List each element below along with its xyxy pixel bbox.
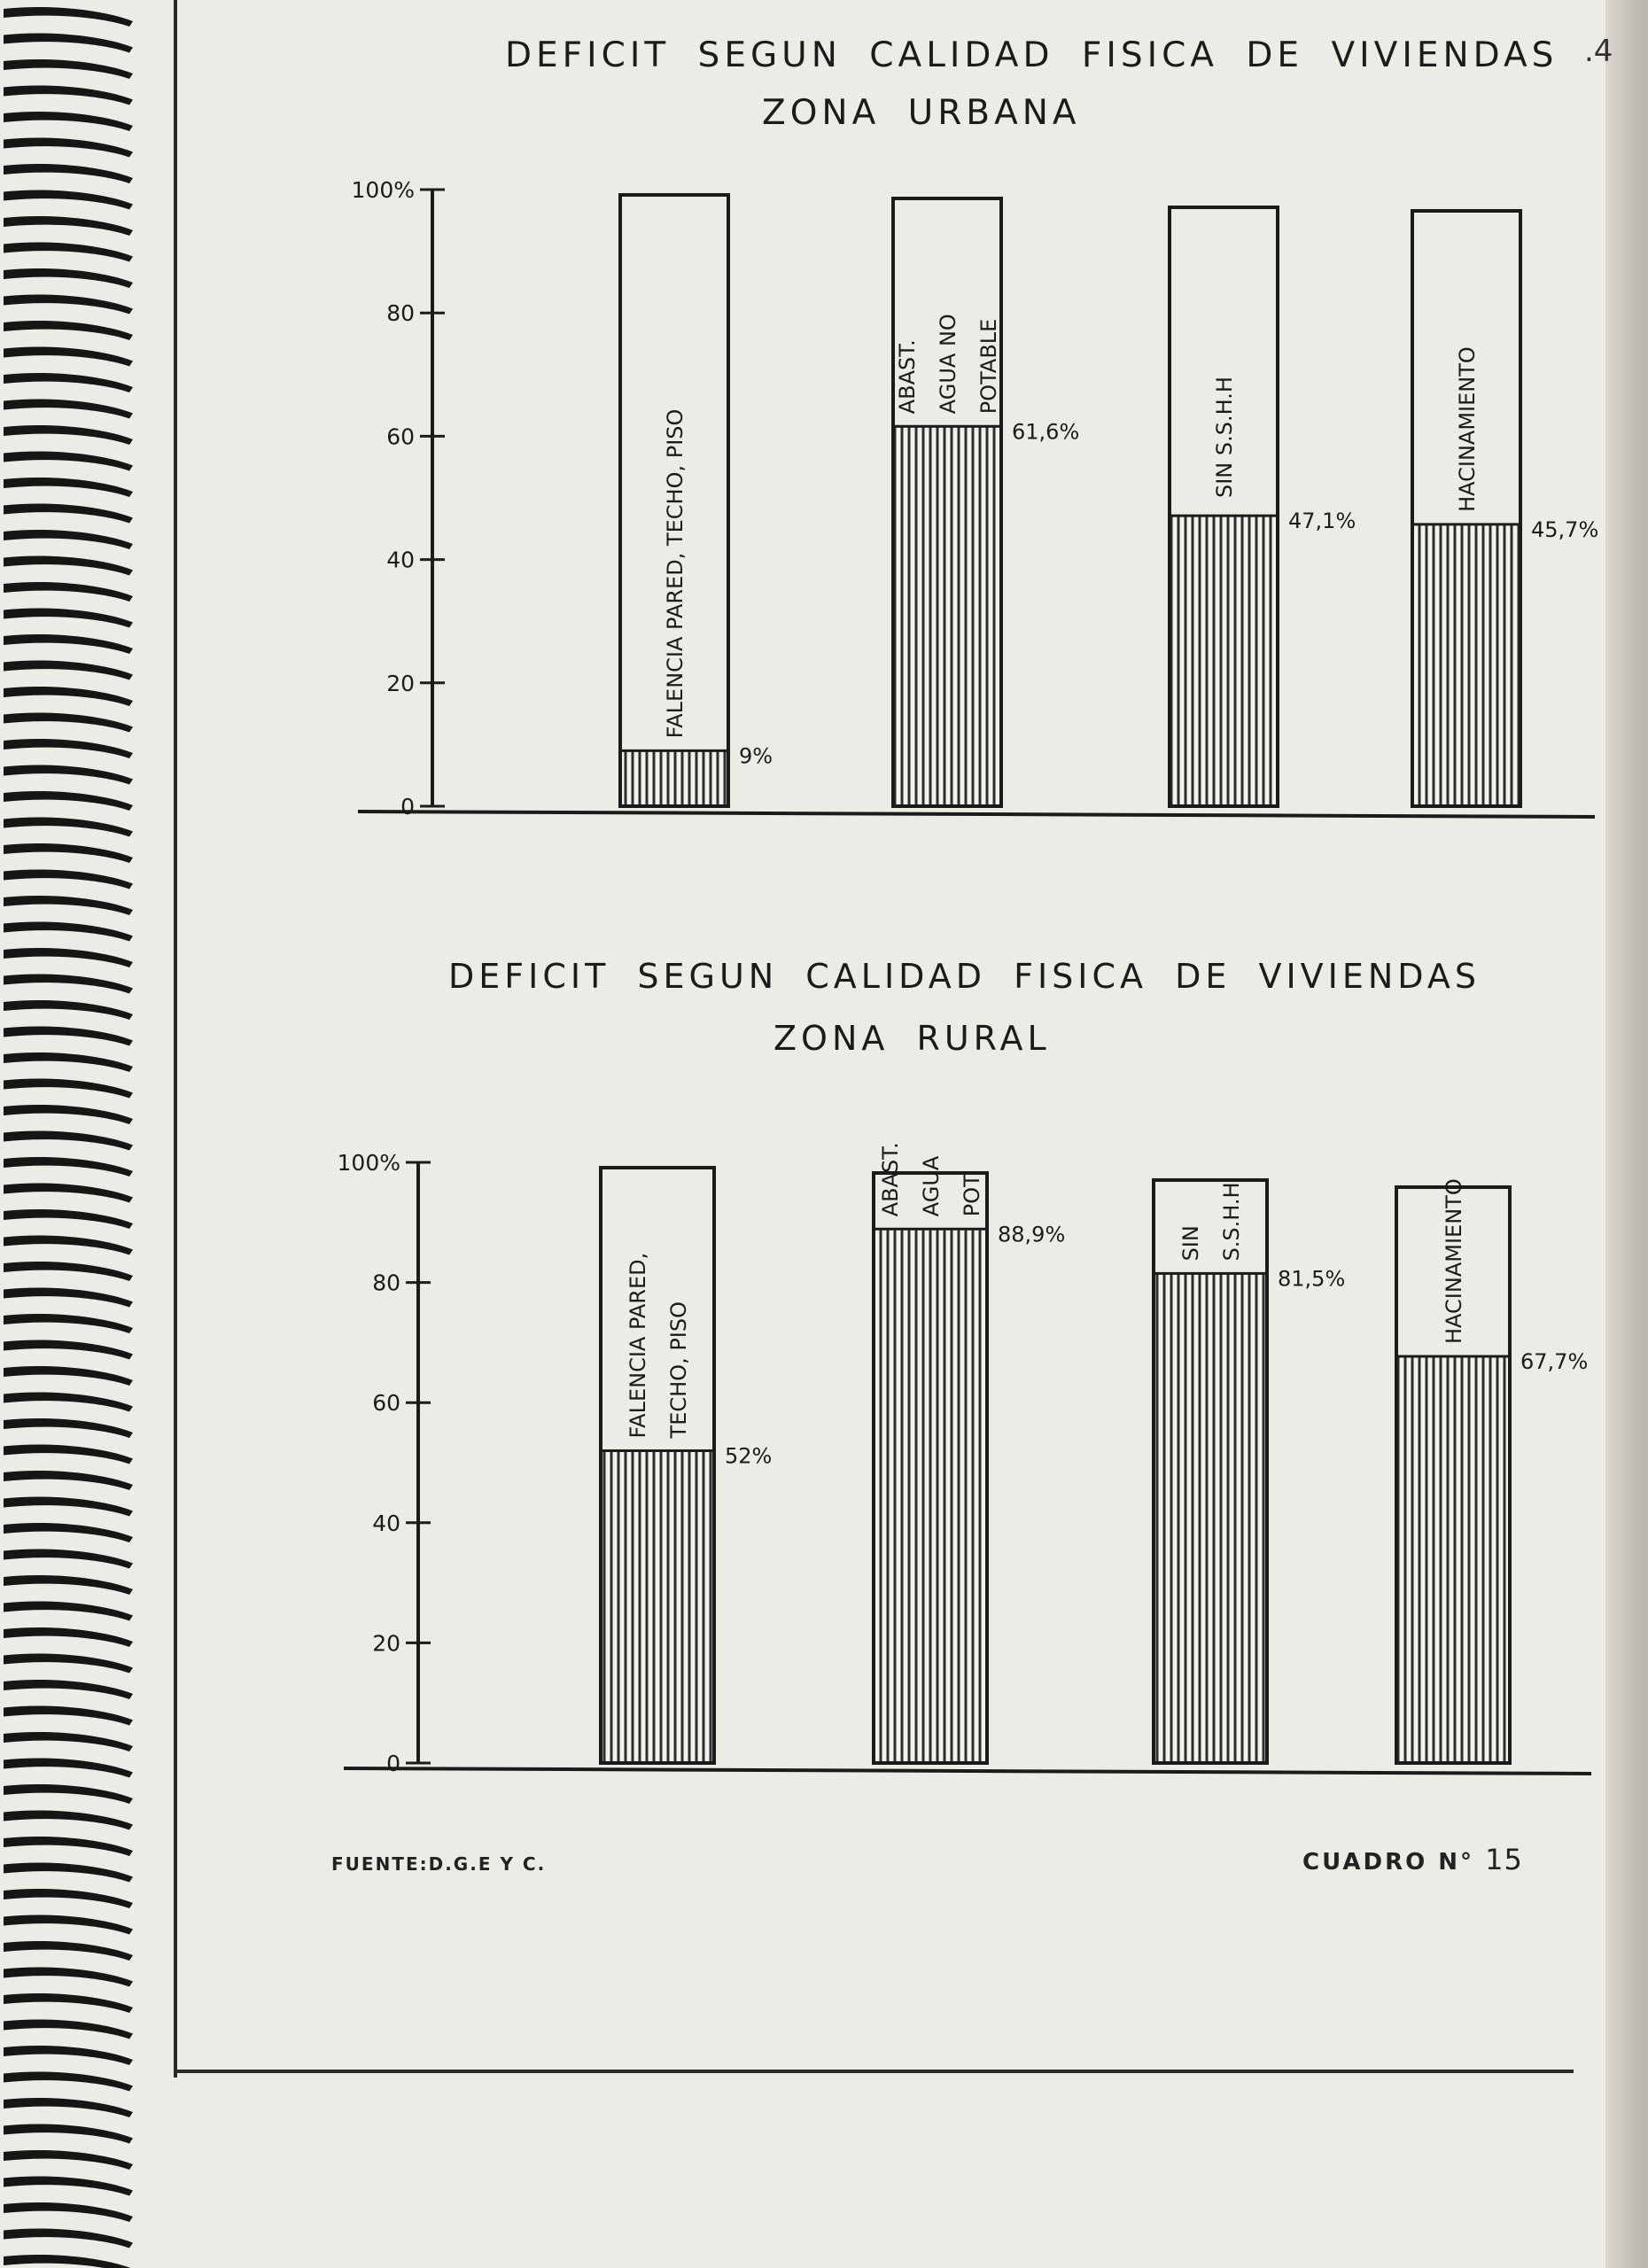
spiral-coil-36: [4, 948, 133, 967]
spiral-coil-2: [4, 59, 133, 79]
spiral-coil-34: [4, 896, 133, 915]
spiral-coil-33: [4, 869, 133, 889]
spiral-coil-41: [4, 1078, 133, 1098]
chart1-y-tick-label: 0: [386, 1751, 400, 1776]
spiral-coil-81: [4, 2124, 133, 2143]
chart0-bar-fill: [1170, 516, 1278, 806]
spiral-coil-72: [4, 1889, 133, 1908]
spiral-coil-76: [4, 1993, 133, 2013]
chart0-y-tick-label: 80: [386, 300, 415, 327]
urban-bar-chart: [0, 151, 1648, 859]
chart1-value-label: 81,5%: [1278, 1266, 1346, 1292]
urban-chart-subtitle: ZONA URBANA: [762, 93, 1081, 133]
spiral-coil-84: [4, 2202, 133, 2222]
chart0-y-tick-label: 20: [386, 670, 415, 696]
spiral-coil-38: [4, 1000, 133, 1020]
spiral-coil-42: [4, 1105, 133, 1124]
spiral-coil-70: [4, 1837, 133, 1856]
rural-chart-subtitle: ZONA RURAL: [773, 1019, 1051, 1058]
chart0-y-tick-label: 0: [400, 794, 415, 819]
chart1-x-axis: [344, 1768, 1591, 1774]
chart1-category-label: HACINAMIENTO: [1442, 1178, 1466, 1344]
chart0-value-label: 9%: [739, 743, 773, 769]
spiral-coil-73: [4, 1915, 133, 1934]
chart0-value-label: 47,1%: [1288, 509, 1356, 534]
chart1-value-label: 67,7%: [1520, 1348, 1589, 1374]
chart0-value-label: 61,6%: [1012, 419, 1080, 445]
chart0-bar-fill: [893, 426, 1001, 806]
chart0-category-label: AGUA NO: [936, 314, 960, 415]
chart1-category-label: FALENCIA PARED,: [626, 1252, 650, 1439]
chart0-category-label: SIN S.S.H.H: [1212, 377, 1237, 498]
table-number: [1302, 1843, 1523, 1876]
spiral-coil-1: [4, 33, 133, 52]
spiral-coil-82: [4, 2150, 133, 2170]
chart1-bar-fill: [1154, 1273, 1267, 1763]
chart0-category-label: HACINAMIENTO: [1455, 346, 1480, 512]
table-number-label: CUADRO N°: [1302, 1849, 1475, 1876]
spiral-coil-71: [4, 1862, 133, 1882]
chart0-category-label: POTABLE: [976, 318, 1001, 415]
spiral-coil-85: [4, 2228, 133, 2248]
chart1-y-tick-label: 100%: [337, 1150, 400, 1176]
chart1-y-tick-label: 60: [372, 1390, 400, 1417]
chart1-y-tick-label: 40: [372, 1510, 400, 1536]
chart1-category-label: SIN: [1178, 1225, 1203, 1262]
page-bottom-line: [174, 2070, 1574, 2073]
chart1-value-label: 52%: [725, 1443, 773, 1469]
spiral-coil-3: [4, 85, 133, 105]
chart0-y-tick-label: 60: [386, 423, 415, 450]
chart0-bar-fill: [620, 750, 728, 806]
chart0-bar-fill: [1412, 524, 1520, 806]
chart1-bar-fill: [1396, 1356, 1510, 1763]
chart1-category-label: AGUA: [919, 1155, 944, 1217]
chart1-value-label: 88,9%: [998, 1222, 1066, 1247]
spiral-coil-39: [4, 1026, 133, 1045]
spiral-coil-77: [4, 2019, 133, 2039]
chart0-y-tick-label: 100%: [351, 177, 415, 203]
rural-bar-chart: [0, 1125, 1648, 1816]
chart1-y-tick-label: 80: [372, 1270, 400, 1296]
corner-mark: .4: [1584, 34, 1613, 69]
chart0-category-label: FALENCIA PARED, TECHO, PISO: [663, 408, 688, 739]
spiral-coil-86: [4, 2255, 133, 2268]
chart1-category-label: TECHO, PISO: [666, 1301, 691, 1439]
spiral-coil-80: [4, 2098, 133, 2117]
source-note: FUENTE:D.G.E Y C.: [331, 1853, 547, 1875]
spiral-coil-75: [4, 1967, 133, 1986]
urban-chart-title: DEFICIT SEGUN CALIDAD FISICA DE VIVIENDAS: [505, 35, 1559, 75]
spiral-coil-78: [4, 2046, 133, 2065]
chart1-bar-fill: [601, 1450, 714, 1763]
chart0-category-label: ABAST.: [895, 339, 920, 415]
spiral-coil-40: [4, 1052, 133, 1072]
spiral-coil-83: [4, 2176, 133, 2195]
spiral-coil-37: [4, 974, 133, 993]
chart1-bar-fill: [874, 1229, 987, 1763]
chart0-x-axis: [358, 812, 1595, 817]
chart1-category-label: POT.: [960, 1169, 984, 1217]
chart0-value-label: 45,7%: [1531, 517, 1599, 542]
table-number-value: 15: [1485, 1843, 1523, 1876]
spiral-coil-0: [4, 7, 133, 27]
spiral-coil-4: [4, 112, 133, 131]
chart0-y-tick-label: 40: [386, 547, 415, 573]
chart1-category-label: S.S.H.H: [1219, 1182, 1244, 1262]
chart1-y-tick-label: 20: [372, 1630, 400, 1657]
spiral-coil-74: [4, 1941, 133, 1961]
spiral-coil-35: [4, 921, 133, 941]
spiral-coil-79: [4, 2071, 133, 2091]
chart1-category-label: ABAST.: [878, 1142, 903, 1217]
rural-chart-title: DEFICIT SEGUN CALIDAD FISICA DE VIVIENDAS: [448, 957, 1481, 996]
